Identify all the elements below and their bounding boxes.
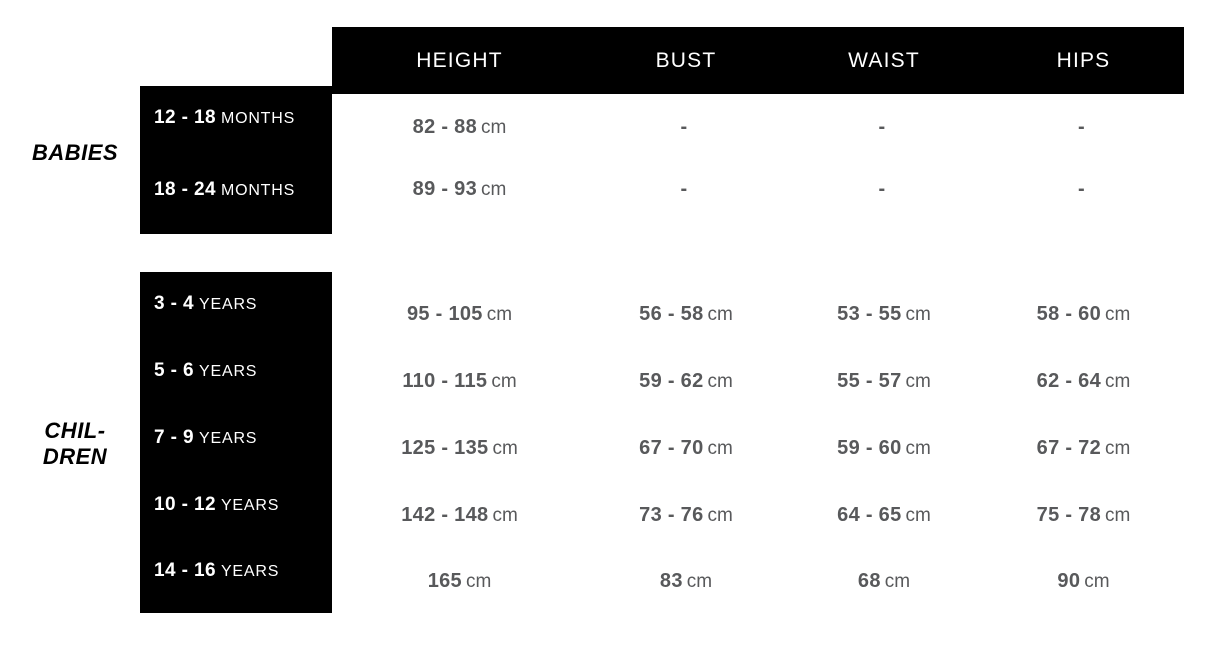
age-range: 18 - 24 [154, 179, 216, 200]
cell-value: 64 - 65 [837, 504, 902, 526]
age-unit: YEARS [220, 563, 280, 580]
cell-unit: cm [1105, 371, 1131, 392]
cell-unit: cm [905, 438, 931, 459]
cell-value: 55 - 57 [837, 370, 902, 392]
cell-unit: cm [686, 571, 713, 592]
cell-waist [785, 178, 983, 201]
age-unit: YEARS [199, 363, 258, 380]
cell-unit: cm [905, 304, 931, 325]
table-row-age-label [140, 360, 332, 382]
cell-value: 67 - 72 [1036, 437, 1102, 459]
age-range: 14 - 16 [154, 560, 216, 581]
table-header-bar [332, 27, 1184, 94]
cell-unit: cm [905, 371, 931, 392]
cell-value: - [680, 116, 688, 138]
age-unit: MONTHS [220, 182, 296, 199]
cell-hips [983, 178, 1184, 201]
group-label-children-line1: CHIL- [44, 418, 106, 443]
cell-unit: cm [492, 505, 518, 526]
table-row-age-label [140, 427, 332, 449]
cell-height [332, 178, 587, 201]
cell-unit: cm [905, 505, 931, 526]
cell-height [332, 437, 587, 460]
cell-value: 56 - 58 [639, 303, 704, 325]
group-label-babies: BABIES [31, 140, 119, 165]
cell-unit: cm [486, 304, 513, 325]
age-range: 5 - 6 [154, 360, 195, 381]
cell-value: 59 - 62 [639, 370, 704, 392]
cell-waist [785, 370, 983, 393]
cell-height [332, 370, 587, 393]
cell-waist [785, 116, 983, 139]
cell-value: 165 [427, 570, 462, 592]
cell-unit: cm [1105, 505, 1131, 526]
cell-unit: cm [465, 571, 492, 592]
column-header-waist: WAIST [848, 49, 920, 72]
age-range: 12 - 18 [154, 107, 216, 128]
cell-unit: cm [707, 371, 733, 392]
group-label-children [10, 418, 140, 470]
age-unit: MONTHS [220, 110, 296, 127]
cell-unit: cm [884, 571, 911, 592]
cell-value: 59 - 60 [837, 437, 902, 459]
cell-unit: cm [1105, 438, 1131, 459]
cell-value: 90 [1057, 570, 1081, 592]
cell-bust [587, 570, 785, 593]
cell-unit: cm [481, 179, 507, 200]
cell-unit: cm [707, 438, 733, 459]
age-range: 10 - 12 [154, 494, 216, 515]
group-label-children-line2: DREN [42, 443, 108, 469]
cell-value: - [878, 116, 886, 138]
cell-unit: cm [492, 438, 518, 459]
column-header-height: HEIGHT [416, 49, 503, 72]
cell-value: 67 - 70 [639, 437, 704, 459]
cell-unit: cm [707, 304, 733, 325]
cell-value: 62 - 64 [1036, 370, 1102, 392]
cell-hips [983, 303, 1184, 326]
cell-hips [983, 570, 1184, 593]
age-range: 3 - 4 [154, 293, 195, 314]
cell-value: 95 - 105 [406, 303, 483, 325]
cell-value: 142 - 148 [401, 504, 489, 526]
cell-value: 83 [659, 570, 683, 592]
cell-value: - [1078, 116, 1085, 138]
cell-value: 110 - 115 [402, 370, 488, 392]
cell-bust [587, 303, 785, 326]
cell-hips [983, 437, 1184, 460]
cell-value: - [878, 178, 886, 200]
table-row-age-label [140, 494, 332, 516]
age-unit: YEARS [199, 296, 258, 313]
cell-waist [785, 504, 983, 527]
cell-unit: cm [491, 371, 517, 392]
cell-unit: cm [1084, 571, 1110, 592]
table-row-age-label [140, 179, 332, 201]
cell-height [332, 570, 587, 593]
age-unit: YEARS [220, 497, 280, 514]
cell-waist [785, 570, 983, 593]
cell-bust [587, 504, 785, 527]
cell-unit: cm [481, 117, 507, 138]
cell-value: 125 - 135 [401, 437, 489, 459]
cell-hips [983, 370, 1184, 393]
cell-value: - [680, 178, 688, 200]
cell-unit: cm [707, 505, 733, 526]
cell-value: - [1078, 178, 1085, 200]
cell-hips [983, 504, 1184, 527]
age-unit: YEARS [199, 430, 258, 447]
cell-bust [587, 437, 785, 460]
column-header-bust: BUST [655, 49, 717, 72]
cell-waist [785, 303, 983, 326]
table-row-age-label [140, 293, 332, 315]
cell-height [332, 303, 587, 326]
column-header-hips: HIPS [1056, 49, 1111, 72]
cell-value: 53 - 55 [837, 303, 902, 325]
cell-height [332, 504, 587, 527]
table-row-age-label [140, 560, 332, 582]
cell-waist [785, 437, 983, 460]
cell-hips [983, 116, 1184, 139]
cell-bust [587, 178, 785, 201]
cell-value: 82 - 88 [412, 116, 478, 138]
cell-bust [587, 116, 785, 139]
cell-value: 68 [857, 570, 881, 592]
cell-value: 73 - 76 [639, 504, 704, 526]
cell-bust [587, 370, 785, 393]
age-range: 7 - 9 [154, 427, 195, 448]
cell-value: 75 - 78 [1036, 504, 1102, 526]
cell-value: 58 - 60 [1036, 303, 1102, 325]
table-row-age-label [140, 107, 332, 129]
cell-height [332, 116, 587, 139]
cell-unit: cm [1105, 304, 1131, 325]
cell-value: 89 - 93 [412, 178, 478, 200]
